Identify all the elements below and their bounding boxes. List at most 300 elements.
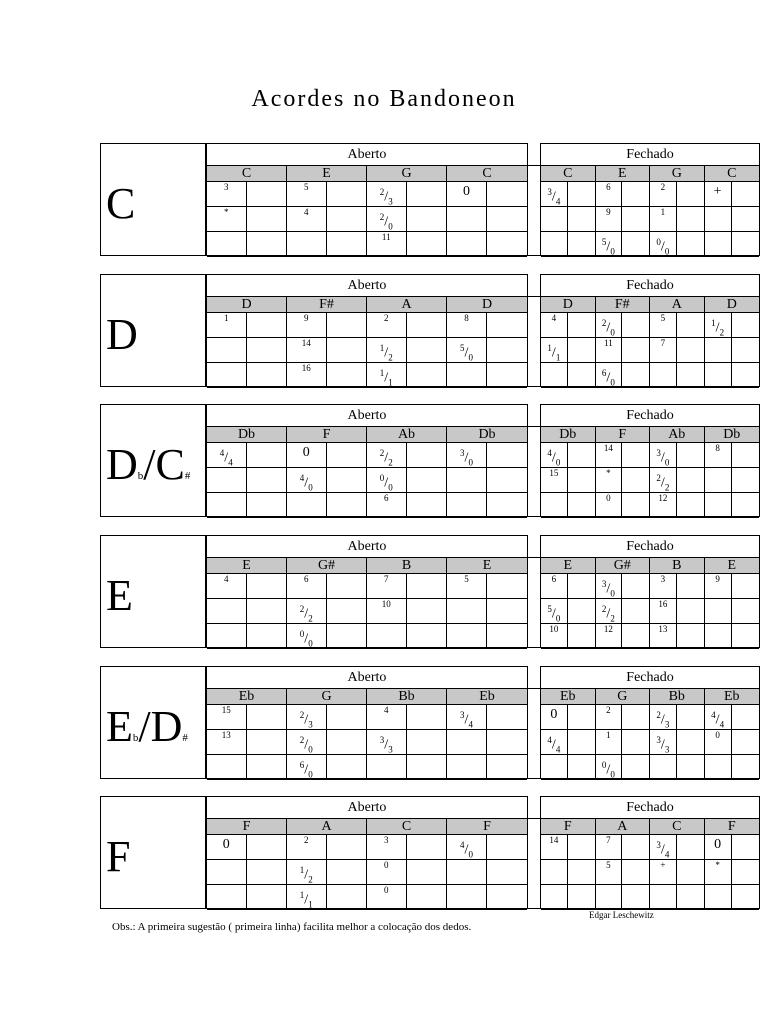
fingering-value: $^2/_0$ (379, 212, 393, 232)
fingering-cell (650, 443, 705, 468)
fingering-value: 6 (384, 493, 389, 503)
fingering-value: 4 (384, 705, 389, 715)
fingering-subcell (677, 730, 704, 754)
fingering-cell (705, 468, 760, 493)
fingering-cell (650, 705, 705, 730)
fingering-subcell (487, 755, 527, 779)
fingering-subcell (568, 493, 595, 517)
note-header: G (650, 166, 705, 182)
fingering-grid (207, 427, 527, 518)
fingering-value: 3 (224, 182, 229, 192)
fingering-cell (447, 835, 527, 860)
fingering-cell (650, 885, 705, 910)
fingering-subcell (622, 755, 649, 779)
chord-name-box (100, 404, 206, 517)
chord-root: E (106, 571, 133, 620)
fingering-subcell (677, 363, 704, 387)
fingering-subcell (568, 182, 595, 206)
fingering-subcell (407, 338, 447, 362)
fingering-value: $^3/_3$ (656, 735, 670, 755)
fingering-value: 9 (715, 574, 720, 584)
fingering-subcell (650, 624, 677, 648)
fingering-subcell (207, 599, 247, 623)
fingering-cell (367, 624, 447, 649)
fingering-subcell (650, 574, 677, 598)
fingering-subcell (622, 705, 649, 729)
fingering-cell (596, 182, 651, 207)
observation-note: Obs.: A primeira sugestão ( primeira linha) facilita melhor a colocação dos dedos. (112, 921, 472, 933)
fingering-value: $^2/_3$ (656, 710, 670, 730)
fingering-subcell (367, 835, 407, 859)
note-header: Eb (705, 689, 760, 705)
fingering-subcell (732, 493, 759, 517)
fingering-subcell (705, 182, 732, 206)
fingering-value: 16 (301, 363, 311, 373)
fingering-subcell (487, 730, 527, 754)
fingering-cell (541, 624, 596, 649)
fingering-subcell (650, 182, 677, 206)
note-header: C (207, 166, 287, 182)
fingering-subcell (487, 207, 527, 231)
fingering-cell (650, 182, 705, 207)
fingering-cell (207, 182, 287, 207)
fingering-subcell (568, 885, 595, 909)
fingering-subcell (367, 885, 407, 909)
fingering-value: $^4/_4$ (219, 448, 233, 468)
fingering-subcell (705, 624, 732, 648)
fingering-value: $^2/_3$ (379, 187, 393, 207)
fingering-subcell (677, 835, 704, 859)
fingering-cell (596, 443, 651, 468)
fingering-subcell (541, 232, 568, 256)
chord-root: D (106, 440, 138, 489)
fingering-subcell (568, 730, 595, 754)
fingering-value: 0 (714, 837, 722, 852)
aberto-panel (206, 404, 528, 517)
note-header: G (367, 166, 447, 182)
fingering-value: 14 (549, 835, 559, 845)
fingering-subcell (327, 860, 367, 884)
fingering-cell (367, 232, 447, 257)
note-header: C (705, 166, 760, 182)
fingering-subcell (207, 755, 247, 779)
fingering-cell (447, 755, 527, 780)
aberto-header: Aberto (207, 797, 527, 819)
fingering-subcell (568, 232, 595, 256)
fingering-subcell (327, 182, 367, 206)
fingering-subcell (287, 599, 327, 623)
fingering-value: 2 (660, 182, 666, 192)
fingering-subcell (650, 730, 677, 754)
note-header: D (541, 297, 596, 313)
fingering-cell (650, 363, 705, 388)
fingering-grid (207, 558, 527, 649)
fingering-cell (705, 493, 760, 518)
fingering-subcell (287, 624, 327, 648)
fingering-subcell (407, 313, 447, 337)
aberto-header: Aberto (207, 667, 527, 689)
fingering-cell (447, 207, 527, 232)
fingering-value: $^0/_0$ (656, 237, 670, 257)
fingering-cell (447, 885, 527, 910)
fingering-subcell (732, 207, 759, 231)
fingering-subcell (207, 363, 247, 387)
fingering-subcell (568, 313, 595, 337)
fingering-value: 0 (302, 445, 310, 460)
fingering-subcell (207, 624, 247, 648)
note-header: Ab (650, 427, 705, 443)
fingering-subcell (407, 755, 447, 779)
fechado-panel (540, 666, 760, 779)
fingering-cell (287, 182, 367, 207)
fingering-subcell (596, 443, 623, 467)
fingering-subcell (247, 624, 287, 648)
fingering-subcell (622, 599, 649, 623)
fingering-value: $^3/_0$ (601, 579, 615, 599)
note-header: Eb (447, 689, 527, 705)
fingering-cell (650, 730, 705, 755)
fingering-subcell (677, 885, 704, 909)
fingering-cell (447, 338, 527, 363)
fingering-cell (705, 232, 760, 257)
fingering-cell (207, 207, 287, 232)
fingering-subcell (447, 207, 487, 231)
fingering-subcell (596, 207, 623, 231)
fingering-subcell (705, 885, 732, 909)
note-header: C (447, 166, 527, 182)
fingering-value: 0 (384, 885, 389, 895)
fingering-value: $^2/_2$ (299, 604, 313, 624)
fingering-subcell (541, 363, 568, 387)
chord-name (106, 571, 133, 629)
chord-enharmonic: /C (143, 440, 185, 489)
fingering-value: 15 (221, 705, 231, 715)
fingering-value: $^3/_0$ (460, 448, 473, 468)
fingering-grid (207, 297, 527, 388)
note-header: Db (541, 427, 596, 443)
fingering-value: $^3/_3$ (379, 735, 393, 755)
fingering-subcell (732, 232, 759, 256)
fingering-cell (705, 313, 760, 338)
fingering-subcell (596, 313, 623, 337)
aberto-panel (206, 143, 528, 256)
fingering-cell (207, 835, 287, 860)
fingering-value: $^1/_1$ (547, 343, 561, 363)
fingering-cell (705, 182, 760, 207)
fingering-cell (705, 574, 760, 599)
chord-root: C (106, 179, 136, 228)
fingering-subcell (367, 493, 407, 517)
fingering-subcell (447, 468, 487, 492)
fingering-cell (705, 705, 760, 730)
chord-enharmonic-accidental: # (184, 470, 191, 482)
note-header: F (541, 819, 596, 835)
fingering-subcell (327, 705, 367, 729)
fingering-subcell (287, 363, 327, 387)
fingering-subcell (487, 468, 527, 492)
fingering-grid (541, 297, 759, 388)
fingering-cell (541, 182, 596, 207)
fingering-cell (207, 338, 287, 363)
chord-root: E (106, 702, 133, 751)
fingering-cell (207, 885, 287, 910)
fingering-subcell (732, 624, 759, 648)
fingering-subcell (367, 755, 407, 779)
fingering-subcell (596, 835, 623, 859)
fingering-grid (207, 166, 527, 257)
fingering-subcell (650, 860, 677, 884)
fingering-cell (287, 705, 367, 730)
fingering-subcell (207, 468, 247, 492)
fingering-grid (541, 819, 759, 910)
fingering-subcell (367, 313, 407, 337)
note-header: G# (596, 558, 651, 574)
panel-divider (528, 557, 540, 648)
fingering-subcell (732, 363, 759, 387)
fingering-cell (596, 574, 651, 599)
fingering-subcell (287, 860, 327, 884)
fingering-subcell (287, 207, 327, 231)
fingering-subcell (650, 338, 677, 362)
fingering-cell (596, 363, 651, 388)
fingering-subcell (447, 705, 487, 729)
fingering-cell (650, 599, 705, 624)
fingering-subcell (367, 468, 407, 492)
fingering-subcell (677, 468, 704, 492)
fingering-subcell (568, 860, 595, 884)
fingering-value: * (224, 207, 229, 217)
fingering-subcell (327, 493, 367, 517)
fingering-subcell (732, 574, 759, 598)
fingering-subcell (650, 705, 677, 729)
fingering-value: + (660, 860, 666, 870)
fechado-panel (540, 274, 760, 387)
fingering-cell (705, 599, 760, 624)
fingering-value: $^4/_4$ (547, 735, 561, 755)
fingering-subcell (367, 599, 407, 623)
fingering-subcell (327, 574, 367, 598)
fingering-cell (596, 885, 651, 910)
fingering-value: 5 (660, 313, 666, 323)
fingering-subcell (327, 885, 367, 909)
fingering-cell (367, 730, 447, 755)
fingering-value: 13 (658, 624, 668, 634)
fingering-subcell (677, 338, 704, 362)
fingering-value: $^1/_2$ (299, 865, 313, 885)
fingering-subcell (677, 443, 704, 467)
fingering-subcell (407, 730, 447, 754)
fingering-subcell (622, 232, 649, 256)
fingering-cell (287, 338, 367, 363)
fingering-subcell (568, 705, 595, 729)
fingering-subcell (367, 182, 407, 206)
fingering-subcell (447, 860, 487, 884)
fingering-subcell (247, 860, 287, 884)
fingering-subcell (596, 705, 623, 729)
fingering-subcell (407, 885, 447, 909)
note-header: G# (287, 558, 367, 574)
fingering-value: $^2/_2$ (379, 448, 393, 468)
fingering-cell (287, 599, 367, 624)
fingering-value: * (606, 468, 611, 478)
fingering-value: 2 (606, 705, 611, 715)
fingering-subcell (407, 443, 447, 467)
fingering-subcell (287, 313, 327, 337)
fingering-cell (596, 624, 651, 649)
fingering-value: $^4/_0$ (547, 448, 561, 468)
fingering-cell (705, 207, 760, 232)
fingering-subcell (367, 207, 407, 231)
fingering-value: 11 (381, 232, 391, 242)
fingering-cell (367, 207, 447, 232)
fingering-subcell (650, 443, 677, 467)
fingering-subcell (207, 574, 247, 598)
chord-accidental: b (137, 470, 144, 482)
fingering-grid (207, 819, 527, 910)
fingering-cell (207, 755, 287, 780)
fingering-value: 7 (384, 574, 389, 584)
fingering-subcell (287, 232, 327, 256)
fingering-value: $^3/_4$ (656, 840, 670, 860)
fingering-value: 10 (381, 599, 391, 609)
fingering-subcell (541, 182, 568, 206)
fingering-subcell (407, 232, 447, 256)
fingering-subcell (568, 574, 595, 598)
panel-divider (528, 426, 540, 517)
fingering-cell (447, 860, 527, 885)
note-header: E (541, 558, 596, 574)
fingering-grid (541, 166, 759, 257)
fingering-cell (596, 207, 651, 232)
fingering-subcell (287, 705, 327, 729)
fingering-subcell (287, 338, 327, 362)
fingering-subcell (732, 182, 759, 206)
fingering-subcell (247, 599, 287, 623)
fingering-cell (207, 313, 287, 338)
fingering-cell (596, 599, 651, 624)
fingering-cell (207, 443, 287, 468)
fingering-subcell (447, 574, 487, 598)
fingering-subcell (207, 313, 247, 337)
fingering-value: $^0/_0$ (299, 629, 313, 649)
note-header: Db (705, 427, 760, 443)
fingering-value: 5 (606, 860, 611, 870)
fingering-cell (367, 313, 447, 338)
fingering-subcell (705, 338, 732, 362)
fingering-subcell (367, 860, 407, 884)
fingering-value: 7 (606, 835, 611, 845)
fingering-subcell (247, 182, 287, 206)
fingering-subcell (622, 182, 649, 206)
fingering-cell (596, 468, 651, 493)
fingering-cell (541, 443, 596, 468)
fingering-value: 6 (304, 574, 309, 584)
fingering-subcell (705, 493, 732, 517)
fingering-subcell (407, 599, 447, 623)
fingering-subcell (541, 313, 568, 337)
fingering-subcell (596, 232, 623, 256)
fingering-subcell (407, 835, 447, 859)
fingering-subcell (247, 705, 287, 729)
fingering-subcell (596, 599, 623, 623)
note-header: C (541, 166, 596, 182)
fingering-value: $^2/_0$ (601, 318, 615, 338)
fingering-cell (705, 338, 760, 363)
fingering-value: $^3/_0$ (656, 448, 670, 468)
fingering-subcell (287, 493, 327, 517)
fingering-subcell (367, 363, 407, 387)
chord-name (106, 440, 191, 498)
fingering-subcell (207, 885, 247, 909)
fingering-subcell (207, 207, 247, 231)
fingering-value: $^6/_0$ (299, 760, 313, 780)
fingering-subcell (407, 182, 447, 206)
chord-root: D (106, 310, 138, 359)
aberto-panel (206, 535, 528, 648)
note-header: A (367, 297, 447, 313)
fingering-value: 15 (549, 468, 559, 478)
fingering-subcell (732, 313, 759, 337)
fingering-value: 12 (603, 624, 613, 634)
fingering-subcell (447, 493, 487, 517)
fingering-subcell (327, 755, 367, 779)
fingering-cell (447, 574, 527, 599)
fingering-subcell (650, 493, 677, 517)
fingering-grid (541, 558, 759, 649)
fingering-cell (287, 624, 367, 649)
fechado-panel (540, 404, 760, 517)
fingering-value: 16 (658, 599, 668, 609)
note-header: A (596, 819, 651, 835)
fingering-cell (650, 313, 705, 338)
fingering-subcell (677, 207, 704, 231)
fingering-subcell (541, 860, 568, 884)
note-header: D (447, 297, 527, 313)
fingering-cell (541, 885, 596, 910)
fingering-subcell (650, 468, 677, 492)
chord-block (100, 143, 737, 257)
fingering-subcell (541, 885, 568, 909)
fingering-subcell (622, 493, 649, 517)
fingering-value: $^0/_0$ (379, 473, 393, 493)
fingering-subcell (207, 232, 247, 256)
note-header: Db (447, 427, 527, 443)
fingering-subcell (447, 885, 487, 909)
fingering-subcell (541, 443, 568, 467)
chord-name (106, 310, 138, 368)
fingering-subcell (541, 835, 568, 859)
fingering-subcell (705, 860, 732, 884)
fingering-value: $^5/_0$ (601, 237, 615, 257)
note-header: E (207, 558, 287, 574)
fingering-cell (705, 443, 760, 468)
note-header: G (287, 689, 367, 705)
fingering-subcell (487, 232, 527, 256)
fingering-subcell (622, 468, 649, 492)
chord-name-box (100, 535, 206, 648)
fingering-subcell (447, 313, 487, 337)
panel-divider (528, 296, 540, 387)
fingering-subcell (487, 574, 527, 598)
fingering-cell (541, 313, 596, 338)
fingering-cell (541, 468, 596, 493)
fingering-value: 0 (715, 730, 720, 740)
fingering-subcell (650, 313, 677, 337)
fingering-cell (596, 730, 651, 755)
fingering-subcell (732, 338, 759, 362)
chord-block (100, 796, 736, 910)
fingering-subcell (327, 599, 367, 623)
